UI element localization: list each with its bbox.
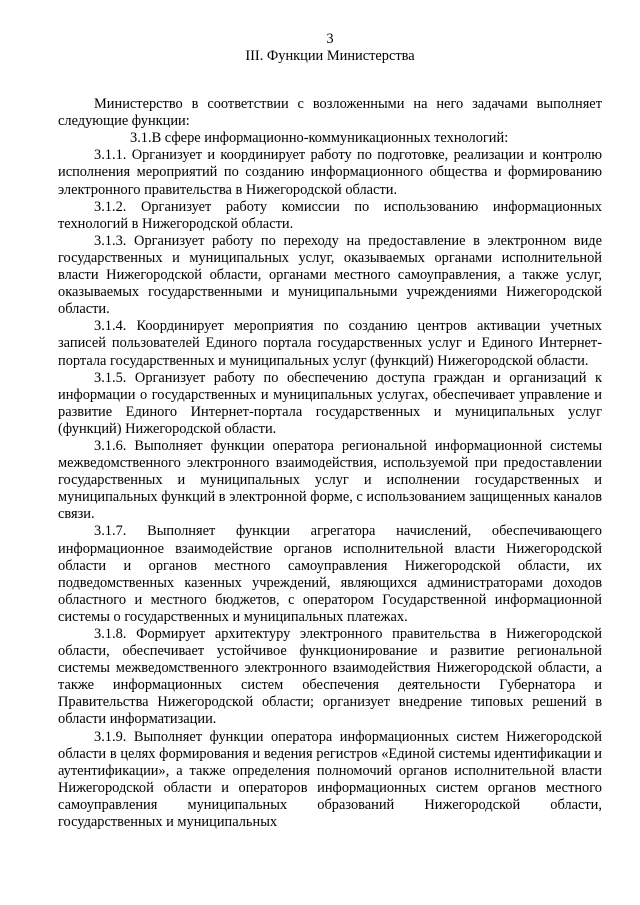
paragraph-number: 3.1.9.: [94, 728, 127, 745]
paragraph-text: Выполняет функции агрегатора начислений, обеспечивающего информационное взаимодействие органов исполнительной власти Нижегородской области и органов местного самоуправления Нижегородской области, их подведомственных казенных учреждений, являющихся администраторами доходов областного и местного бюджетов, с оператором Государственной информационной системы о государственных и муниципальных платежах.: [58, 523, 602, 625]
subsection-number: 3.1.: [130, 130, 152, 147]
paragraph-3-1-3: [58, 233, 602, 318]
paragraph-number: 3.1.2.: [94, 198, 127, 215]
subsection-heading: [58, 130, 602, 147]
paragraph-3-1-1: [58, 147, 602, 198]
paragraph-3-1-5: [58, 370, 602, 438]
paragraph-number: 3.1.6.: [94, 437, 127, 454]
paragraph-number: 3.1.5.: [94, 369, 127, 386]
paragraph-text: Формирует архитектуру электронного правительства в Нижегородской области, обеспечивает устойчивое функционирование и развитие региональной системы межведомственного электронного взаимодействия Нижегородской области, а также информационных систем обеспечения деятельности Губернатора и Правительства Нижегородской области; организует внедрение типовых решений в области информатизации.: [58, 626, 602, 728]
paragraph-3-1-4: [58, 318, 602, 369]
paragraph-3-1-8: [58, 626, 602, 729]
paragraph-text: Организует работу по обеспечению доступа граждан и организаций к информации о государственных и муниципальных услугах, обеспечивает управление и развитие Единого Интернет-портала государственных и муниципальных услуг (функций) Нижегородской области.: [58, 369, 602, 437]
paragraph-number: 3.1.8.: [94, 626, 127, 642]
paragraph-text: Организует работу по переходу на предоставление в электронном виде государственных и муниципальных услуг, оказываемых органами исполнительной власти Нижегородской области, органами местного самоуправления, а также услуг, оказываемых государственными и муниципальными учреждениями Нижегородской области.: [58, 232, 602, 318]
paragraph-text: Выполняет функции оператора региональной информационной системы межведомственного электронного взаимодействия, используемой при предоставлении государственных и муниципальных услуг и исполнении государственных и муниципальных функций в электронной форме, с использованием защищенных каналов связи.: [58, 437, 602, 523]
subsection-text: В сфере информационно-коммуникационных технологий:: [151, 130, 509, 147]
paragraph-3-1-2: [58, 199, 602, 233]
paragraph-number: 3.1.3.: [94, 232, 127, 249]
paragraph-text: Организует работу комиссии по использованию информационных технологий в Нижегородской области.: [58, 198, 602, 232]
paragraph-text: Организует и координирует работу по подготовке, реализации и контролю исполнения мероприятий по созданию информационного общества и формированию электронного правительства в Нижегородской области.: [58, 147, 602, 198]
paragraph-number: 3.1.1.: [94, 147, 127, 164]
paragraph-text: Выполняет функции оператора информационных систем Нижегородской области в целях формирования и ведения регистров «Единой системы идентификации и аутентификации», а также определения полномочий органов исполнительной власти Нижегородской области и операторов информационных систем органов местного самоуправления муниципальных образований Нижегородской области, государственных и муниципальных: [58, 728, 602, 831]
paragraph-number: 3.1.4.: [94, 318, 127, 335]
document-page: [58, 31, 602, 831]
paragraph-text: Координирует мероприятия по созданию центров активации учетных записей пользователей Единого портала государственных услуг и Единого Интернет-портала государственных и муниципальных услуг (функций) Нижегородской области.: [58, 318, 602, 369]
page-number: 3: [326, 31, 334, 47]
paragraph-3-1-7: [58, 523, 602, 626]
paragraph-number: 3.1.7.: [94, 523, 127, 540]
paragraph-3-1-6: [58, 438, 602, 523]
paragraph-3-1-9: [58, 729, 602, 832]
intro-paragraph: Министерство в соответствии с возложенными на него задачами выполняет следующие функции:: [58, 96, 602, 130]
section-title: III. Функции Министерства: [245, 48, 415, 64]
